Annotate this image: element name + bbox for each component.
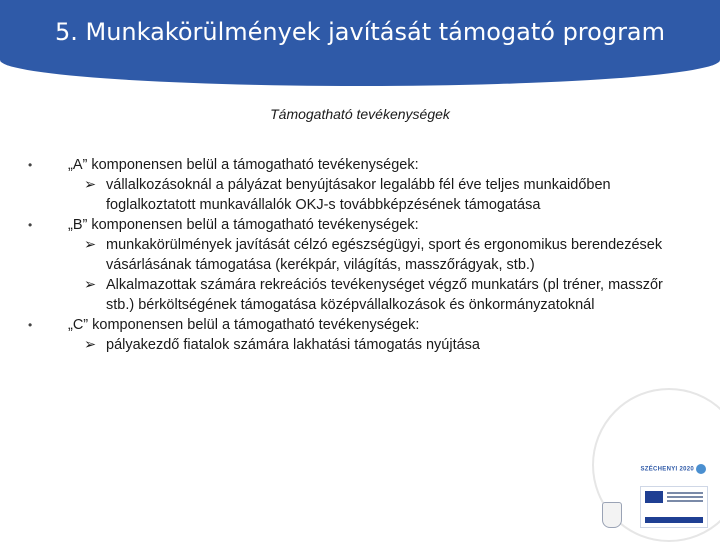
list-item-text: vállalkozásoknál a pályázat benyújtásakor legalább fél éve teljes munkaidőben foglalkoztatott munkavállalók OKJ-s továbbképzésének támogatása: [106, 177, 611, 213]
slide-subtitle: Támogatható tevékenységek: [270, 106, 450, 122]
header-banner: [0, 0, 720, 86]
slide-title: 5. Munkakörülmények javítását támogató program: [54, 18, 666, 46]
szechenyi-logo: [640, 464, 706, 474]
section-label: „A” komponensen belül a támogatható tevékenységek:: [68, 157, 419, 173]
list-item-text: Alkalmazottak számára rekreációs tevékenységet végző munkatárs (pl tréner, masszőr stb.) bérköltségének támogatása középvállalkozások és önkormányzatoknál: [106, 277, 663, 313]
logo-dot-icon: [696, 464, 706, 474]
list-item: [84, 235, 688, 275]
szechenyi-logo-text: SZÉCHENYI 2020: [640, 466, 694, 473]
section-a: [28, 155, 688, 215]
eu-funding-badge: [640, 486, 708, 528]
arrow-bullet-icon: ➢: [84, 237, 97, 253]
activities-list: [28, 155, 688, 355]
section-label: „C” komponensen belül a támogatható tevékenységek:: [68, 317, 420, 333]
section-label: „B” komponensen belül a támogatható tevékenységek:: [68, 217, 419, 233]
footer-logos: [592, 462, 712, 532]
list-item-text: munkakörülmények javítását célzó egészségügyi, sport és ergonomikus berendezések vásárlásának támogatása (kerékpár, világítás, masszőrágyak, stb.): [106, 237, 663, 273]
hungary-coat-of-arms-icon: [602, 502, 622, 528]
bullet-icon: •: [28, 158, 33, 172]
bullet-icon: •: [28, 318, 33, 332]
arrow-bullet-icon: ➢: [84, 277, 97, 293]
eu-badge-bar: [645, 517, 703, 523]
list-item: [84, 175, 688, 215]
section-b: [28, 215, 688, 315]
list-item: [84, 275, 688, 315]
section-c: [28, 315, 688, 355]
list-item: [84, 335, 688, 355]
eu-flag-icon: [645, 491, 663, 503]
arrow-bullet-icon: ➢: [84, 337, 97, 353]
arrow-bullet-icon: ➢: [84, 177, 97, 193]
bullet-icon: •: [28, 218, 33, 232]
eu-badge-text-lines: [667, 492, 703, 504]
list-item-text: pályakezdő fiatalok számára lakhatási támogatás nyújtása: [106, 337, 480, 353]
